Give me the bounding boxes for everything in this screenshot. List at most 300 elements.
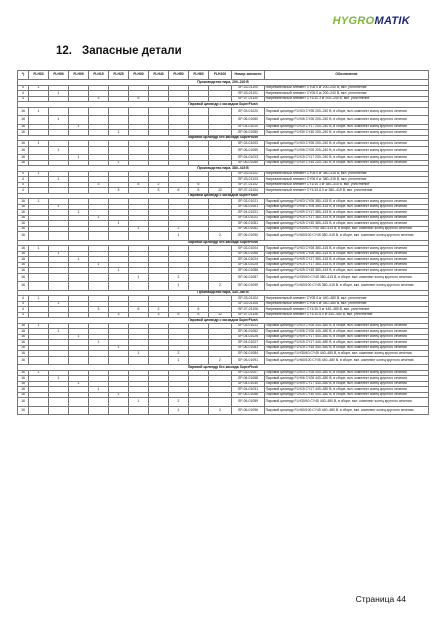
description-cell: Паровой цилиндр FLH15 CY17 200–240 В, в сборе, вкл. комплект колец круглого сечения: [265, 124, 429, 130]
table-row: [18, 107, 429, 116]
section-title: Запасные детали: [82, 45, 182, 57]
quantity-cell: [189, 398, 209, 407]
quantity-cell: 1: [129, 226, 149, 232]
description-cell: Паровой цилиндр FLH03 CY08 380–415 В, в сборе, вкл. комплект колец круглого сечения: [265, 246, 429, 252]
quantity-cell: 6: [189, 307, 209, 313]
part-number-cell: SP-06-01066: [232, 251, 265, 257]
interval-cell: 4: [18, 85, 29, 91]
interval-cell: 16: [18, 345, 29, 351]
quantity-cell: 1: [29, 141, 49, 147]
interval-cell: 16: [18, 351, 29, 357]
interval-cell: 4: [18, 182, 29, 188]
part-number-cell: SP-03-01104: [232, 296, 265, 302]
quantity-cell: [129, 116, 149, 125]
section-heading: Паровой цилиндр без каскада SuperFlush: [18, 240, 429, 246]
quantity-cell: [29, 406, 49, 415]
description-cell: Паровой цилиндр FLH03 CY08 440–480 В, в сборе, вкл. комплект колец круглого сечения: [265, 323, 429, 329]
interval-cell: 16: [18, 398, 29, 407]
quantity-cell: [89, 107, 109, 116]
interval-cell: 16: [18, 406, 29, 415]
interval-cell: 16: [18, 199, 29, 205]
quantity-cell: 1: [169, 232, 189, 241]
part-number-cell: SP-04-01021: [232, 210, 265, 216]
quantity-cell: [189, 282, 209, 291]
part-number-cell: SP-03-01103: [232, 177, 265, 183]
quantity-cell: 1: [49, 116, 69, 125]
interval-cell: 16: [18, 268, 29, 274]
interval-cell: 16: [18, 141, 29, 147]
description-cell: Паровой цилиндр FLH06 CY06 200–240 В, в сборе, вкл. комплект колец круглого сечения: [265, 146, 429, 155]
part-number-cell: SP-07-01100: [232, 96, 265, 102]
table-header-row: [18, 71, 429, 80]
interval-cell: 16: [18, 340, 29, 346]
description-cell: Паровой цилиндр FLH03 CY08 200–240 В, в сборе, вкл. комплект колец круглого сечения: [265, 107, 429, 116]
quantity-cell: [129, 146, 149, 155]
description-cell: Паровой цилиндр FLH60/100 CY45 440–480 В, в сборе, вкл. комплект колец круглого сечения: [265, 406, 429, 415]
part-number-cell: SP-03-01100: [232, 85, 265, 91]
quantity-cell: [169, 146, 189, 155]
quantity-cell: [209, 398, 232, 407]
part-number-cell: SP-06-01088: [232, 392, 265, 398]
interval-cell: 16: [18, 251, 29, 257]
quantity-cell: 2: [209, 356, 232, 365]
quantity-cell: 1: [29, 107, 49, 116]
column-header: Номер запчасти: [232, 71, 265, 80]
interval-cell: 16: [18, 376, 29, 382]
part-number-cell: SP-06-01095: [232, 282, 265, 291]
interval-cell: 16: [18, 146, 29, 155]
quantity-cell: 1: [89, 262, 109, 268]
quantity-cell: 12: [209, 312, 232, 318]
part-number-cell: SP-06-01080: [232, 130, 265, 136]
interval-cell: 4: [18, 188, 29, 194]
quantity-cell: [149, 356, 169, 365]
quantity-cell: [29, 116, 49, 125]
quantity-cell: 3: [149, 312, 169, 318]
part-number-cell: SP-06-01084: [232, 351, 265, 357]
table-row: [18, 282, 429, 291]
quantity-cell: [189, 232, 209, 241]
quantity-cell: 1: [69, 334, 89, 340]
interval-cell: 16: [18, 107, 29, 116]
part-number-cell: SP-06-01089: [232, 398, 265, 407]
quantity-cell: [129, 232, 149, 241]
quantity-cell: 1: [49, 376, 69, 382]
part-number-cell: SP-03-01004: [232, 246, 265, 252]
quantity-cell: [89, 116, 109, 125]
interval-cell: 4: [18, 96, 29, 102]
quantity-cell: [89, 398, 109, 407]
interval-cell: 4: [18, 91, 29, 97]
column-header: FLH30: [129, 71, 149, 80]
description-cell: Нагревательный элемент CY1/10 3 кг 200–240 В, вкл. уплотнение: [265, 96, 429, 102]
quantity-cell: [29, 282, 49, 291]
description-cell: Паровой цилиндр FLH25 CY45 440–480 В, в сборе, вкл. комплект колец круглого сечения: [265, 392, 429, 398]
part-number-cell: SP-06-01060: [232, 116, 265, 125]
quantity-cell: 1: [29, 323, 49, 329]
part-number-cell: SP-06-01090: [232, 232, 265, 241]
quantity-cell: 3: [89, 307, 109, 313]
description-cell: Паровой цилиндр FLH30 CY45 200–240 В, в сборе, вкл. комплект колец круглого сечения: [265, 160, 429, 166]
quantity-cell: 3: [109, 312, 129, 318]
interval-cell: 16: [18, 323, 29, 329]
quantity-cell: [149, 146, 169, 155]
part-number-cell: SP-03-01101: [232, 91, 265, 97]
interval-cell: 16: [18, 155, 29, 161]
quantity-cell: 1: [49, 204, 69, 210]
description-cell: Паровой цилиндр FLH06 CY06 200–240 В, в сборе, вкл. комплект колец круглого сечения: [265, 116, 429, 125]
quantity-cell: 2: [169, 398, 189, 407]
part-number-cell: SP-06-01085: [232, 160, 265, 166]
quantity-cell: [69, 398, 89, 407]
quantity-cell: [69, 282, 89, 291]
column-header: FLH06: [49, 71, 69, 80]
quantity-cell: 2: [169, 273, 189, 282]
table-row: [18, 356, 429, 365]
quantity-cell: [189, 116, 209, 125]
quantity-cell: [149, 107, 169, 116]
quantity-cell: 1: [69, 210, 89, 216]
quantity-cell: 1: [89, 215, 109, 221]
part-number-cell: SP-06-01091: [232, 356, 265, 365]
quantity-cell: 1: [49, 329, 69, 335]
part-number-cell: SP-03-01105: [232, 301, 265, 307]
interval-cell: 4: [18, 296, 29, 302]
quantity-cell: 1: [49, 91, 69, 97]
part-number-cell: SP-03-01007: [232, 370, 265, 376]
quantity-cell: 1: [29, 246, 49, 252]
description-cell: Паровой цилиндр FLH15 CY17 440–480 В, в сборе, вкл. комплект колец круглого сечения: [265, 387, 429, 393]
quantity-cell: [189, 406, 209, 415]
quantity-cell: 1: [49, 301, 69, 307]
part-number-cell: SP-04-01025: [232, 262, 265, 268]
interval-cell: 4: [18, 312, 29, 318]
description-cell: Нагревательный элемент CY1/10-6,0 кг 440–480 В, вкл. уплотнение: [265, 312, 429, 318]
quantity-cell: [149, 398, 169, 407]
quantity-cell: [49, 232, 69, 241]
quantity-cell: [29, 273, 49, 282]
quantity-cell: [129, 356, 149, 365]
part-number-cell: SP-06-01086: [232, 268, 265, 274]
description-cell: Паровой цилиндр FLH06 CY06 380–415 В, в сборе, вкл. комплект колец круглого сечения: [265, 251, 429, 257]
description-cell: Нагревательный элемент CY06 0 кг 200–240 В, вкл. уплотнение: [265, 91, 429, 97]
part-number-cell: SP-07-01106: [232, 307, 265, 313]
quantity-cell: 1: [169, 356, 189, 365]
description-cell: Нагревательный элемент CY06 0 кг 440–480 В, вкл. уплотнение: [265, 301, 429, 307]
quantity-cell: [69, 116, 89, 125]
interval-cell: 16: [18, 160, 29, 166]
quantity-cell: 6: [189, 188, 209, 194]
quantity-cell: 1: [129, 273, 149, 282]
table-row: [18, 398, 429, 407]
part-number-cell: SP-03-01022: [232, 323, 265, 329]
quantity-cell: 1: [109, 345, 129, 351]
table-row: [18, 116, 429, 125]
quantity-cell: 1: [69, 155, 89, 161]
spare-parts-table: [17, 70, 429, 415]
quantity-cell: 1: [109, 221, 129, 227]
quantity-cell: [49, 273, 69, 282]
quantity-cell: 1: [29, 171, 49, 177]
description-cell: Паровой цилиндр FLH30 CY45 200–240 В, в сборе, вкл. комплект колец круглого сечения: [265, 130, 429, 136]
column-header: Обозначение: [265, 71, 429, 80]
description-cell: Паровой цилиндр FLH60/100 CY45 440–480 В, в сборе, вкл. комплект колец круглого сечения: [265, 356, 429, 365]
part-number-cell: SP-06-01068: [232, 376, 265, 382]
quantity-cell: 1: [29, 85, 49, 91]
interval-cell: 16: [18, 221, 29, 227]
part-number-cell: SP-03-01021: [232, 199, 265, 205]
quantity-cell: [149, 232, 169, 241]
quantity-cell: [89, 146, 109, 155]
section-heading: Паровой цилиндр с каскадом SuperFlush: [18, 318, 429, 324]
interval-cell: 4: [18, 177, 29, 183]
quantity-cell: 1: [109, 268, 129, 274]
quantity-cell: 6: [169, 312, 189, 318]
part-number-cell: SP-07-01102: [232, 182, 265, 188]
section-heading: Паровой цилиндр без каскада SuperFlush: [18, 135, 429, 141]
description-cell: Нагревательный элемент CY1/10 3 кг 380–415 В, вкл. уплотнение: [265, 182, 429, 188]
quantity-cell: 1: [49, 146, 69, 155]
quantity-cell: 3: [149, 188, 169, 194]
part-number-cell: SP-06-01083: [232, 345, 265, 351]
quantity-cell: 2: [169, 351, 189, 357]
quantity-cell: [89, 356, 109, 365]
interval-cell: 16: [18, 392, 29, 398]
quantity-cell: 2: [209, 282, 232, 291]
quantity-cell: [109, 146, 129, 155]
quantity-cell: [149, 406, 169, 415]
part-number-cell: SP-04-01020: [232, 124, 265, 130]
quantity-cell: 6: [129, 182, 149, 188]
quantity-cell: [89, 273, 109, 282]
description-cell: Паровой цилиндр FLH06 CY06 440–480 В, в сборе, вкл. комплект колец круглого сечения: [265, 376, 429, 382]
quantity-cell: 2: [209, 232, 232, 241]
description-cell: Паровой цилиндр FLH09 CY17 440–480 В, в сборе, вкл. комплект колец круглого сечения: [265, 334, 429, 340]
quantity-cell: 3: [109, 188, 129, 194]
quantity-cell: 6: [189, 182, 209, 188]
interval-cell: 16: [18, 204, 29, 210]
interval-cell: 16: [18, 232, 29, 241]
section-heading: Паровой цилиндр с каскадом SuperFlush: [18, 102, 429, 108]
quantity-cell: [29, 398, 49, 407]
column-header: FLH40: [149, 71, 169, 80]
description-cell: Паровой цилиндр FLH25 CY45 440–480 В, в сборе, вкл. комплект колец круглого сечения: [265, 345, 429, 351]
part-number-cell: SP-06-01081: [232, 221, 265, 227]
part-number-cell: SP-04-01022: [232, 215, 265, 221]
part-number-cell: SP-07-01104: [232, 188, 265, 194]
section-heading: Паровой цилиндр без каскада SuperFlush: [18, 365, 429, 371]
description-cell: Нагревательный элемент CY06 0 кг 380–415 В, вкл. уплотнение: [265, 177, 429, 183]
description-cell: Паровой цилиндр FLH09 CY17 440–480 В, в сборе, вкл. комплект колец круглого сечения: [265, 381, 429, 387]
quantity-cell: 1: [29, 296, 49, 302]
quantity-cell: 1: [69, 124, 89, 130]
quantity-cell: [69, 273, 89, 282]
interval-cell: 16: [18, 370, 29, 376]
quantity-cell: [49, 356, 69, 365]
interval-cell: 16: [18, 273, 29, 282]
quantity-cell: [69, 107, 89, 116]
interval-cell: 4: [18, 171, 29, 177]
quantity-cell: [189, 107, 209, 116]
interval-cell: 16: [18, 210, 29, 216]
interval-cell: 16: [18, 116, 29, 125]
description-cell: Паровой цилиндр FLH60/100 CY45 380–415 В, в сборе, вкл. комплект колец круглого сечения: [265, 232, 429, 241]
part-number-cell: SP-06-01082: [232, 226, 265, 232]
interval-cell: 16: [18, 356, 29, 365]
quantity-cell: [109, 107, 129, 116]
description-cell: Паровой цилиндр FLH25 CY45 380–415 В, в сборе, вкл. комплект колец круглого сечения: [265, 221, 429, 227]
part-number-cell: SP-03-01102: [232, 171, 265, 177]
quantity-cell: 1: [129, 351, 149, 357]
interval-cell: 16: [18, 215, 29, 221]
description-cell: Нагревательный элемент CY08 0 кг 380–415 В, вкл. уплотнение: [265, 171, 429, 177]
quantity-cell: 6: [129, 96, 149, 102]
quantity-cell: 1: [89, 340, 109, 346]
quantity-cell: [209, 116, 232, 125]
interval-cell: 16: [18, 246, 29, 252]
quantity-cell: 1: [49, 177, 69, 183]
description-cell: Паровой цилиндр FLH30/40 CY45 440–480 В, в сборе, вкл. комплект колец круглого сечения: [265, 398, 429, 407]
quantity-cell: [129, 107, 149, 116]
quantity-cell: 6: [189, 312, 209, 318]
column-header: FLH25: [109, 71, 129, 80]
section-heading: Паровой цилиндр с каскадом SuperFlush: [18, 193, 429, 199]
quantity-cell: [149, 282, 169, 291]
part-number-cell: SP-06-01062: [232, 329, 265, 335]
part-number-cell: SP-06-01087: [232, 273, 265, 282]
quantity-cell: [49, 282, 69, 291]
table-row: [18, 273, 429, 282]
quantity-cell: [129, 282, 149, 291]
quantity-cell: 6: [129, 307, 149, 313]
quantity-cell: [29, 232, 49, 241]
interval-cell: 16: [18, 130, 29, 136]
quantity-cell: 3: [89, 182, 109, 188]
quantity-cell: 2: [209, 406, 232, 415]
description-cell: Паровой цилиндр FLH06 CY06 440–480 В, в сборе, вкл. комплект колец круглого сечения: [265, 329, 429, 335]
column-header: FLH100: [209, 71, 232, 80]
quantity-cell: 3: [89, 96, 109, 102]
interval-cell: 4: [18, 301, 29, 307]
interval-cell: 16: [18, 387, 29, 393]
quantity-cell: [49, 406, 69, 415]
column-header: FLH03: [29, 71, 49, 80]
interval-cell: 16: [18, 334, 29, 340]
column-header: *): [18, 71, 29, 80]
part-number-cell: SP-04-01026: [232, 334, 265, 340]
column-header: FLH60: [189, 71, 209, 80]
part-number-cell: SP-07-01108: [232, 312, 265, 318]
section-heading: Производство пара, 200–240 В: [18, 80, 429, 86]
description-cell: Паровой цилиндр FLH60/100 CY45 380–415 В, в сборе, вкл. комплект колец круглого сечения: [265, 282, 429, 291]
description-cell: Паровой цилиндр FLH15 CY17 380–415 В, в сборе, вкл. комплект колец круглого сечения: [265, 262, 429, 268]
interval-cell: 16: [18, 124, 29, 130]
section-number: 12.: [56, 45, 72, 57]
quantity-cell: [209, 273, 232, 282]
section-heading: Производство пара, 440–480 В: [18, 290, 429, 296]
part-number-cell: SP-04-01027: [232, 340, 265, 346]
interval-cell: 16: [18, 226, 29, 232]
description-cell: Паровой цилиндр FLH03 CY08 440–480 В, в сборе, вкл. комплект колец круглого сечения: [265, 370, 429, 376]
quantity-cell: 1: [49, 251, 69, 257]
quantity-cell: [69, 356, 89, 365]
quantity-cell: [69, 146, 89, 155]
description-cell: Паровой цилиндр FLH03 CY08 200–240 В, в сборе, вкл. комплект колец круглого сечения: [265, 141, 429, 147]
quantity-cell: [109, 282, 129, 291]
part-number-cell: SP-04-01023: [232, 155, 265, 161]
interval-cell: 16: [18, 282, 29, 291]
description-cell: Паровой цилиндр FLH09 CY17 380–415 В, в сборе, вкл. комплект колец круглого сечения: [265, 257, 429, 263]
interval-cell: 16: [18, 262, 29, 268]
description-cell: Паровой цилиндр FLH30/40 CY45 380–415 В, в сборе, вкл. комплект колец круглого сечения: [265, 273, 429, 282]
quantity-cell: [89, 406, 109, 415]
description-cell: Нагревательный элемент CY08 0 кг 200–240 В, вкл. уплотнение: [265, 85, 429, 91]
quantity-cell: 1: [109, 130, 129, 136]
company-logo: HYGROMATIK: [332, 15, 410, 27]
table-body: [18, 80, 429, 415]
part-number-cell: SP-06-01061: [232, 204, 265, 210]
description-cell: Паровой цилиндр FLH06 CY06 380–415 В, в сборе, вкл. комплект колец круглого сечения: [265, 204, 429, 210]
quantity-cell: [189, 356, 209, 365]
quantity-cell: [149, 273, 169, 282]
table-row: [18, 232, 429, 241]
page-title: [56, 45, 182, 57]
description-cell: Паровой цилиндр FLH30/40 CY45 440–480 В, в сборе, вкл. комплект колец круглого сечения: [265, 351, 429, 357]
quantity-cell: [169, 107, 189, 116]
column-header: FLH15: [89, 71, 109, 80]
quantity-cell: [89, 232, 109, 241]
column-header: FLH09: [69, 71, 89, 80]
quantity-cell: 1: [169, 282, 189, 291]
quantity-cell: 1: [69, 381, 89, 387]
quantity-cell: 1: [69, 257, 89, 263]
quantity-cell: 1: [109, 392, 129, 398]
description-cell: Паровой цилиндр FLH15 CY17 440–480 В, в сборе, вкл. комплект колец круглого сечения: [265, 340, 429, 346]
quantity-cell: [109, 356, 129, 365]
quantity-cell: 1: [129, 398, 149, 407]
quantity-cell: 1: [29, 370, 49, 376]
part-number-cell: SP-04-01030: [232, 381, 265, 387]
quantity-cell: [89, 282, 109, 291]
column-header: FLH50: [169, 71, 189, 80]
description-cell: Паровой цилиндр FLH15 CY17 380–415 В, в сборе, вкл. комплект колец круглого сечения: [265, 215, 429, 221]
interval-cell: 4: [18, 307, 29, 313]
quantity-cell: 1: [169, 406, 189, 415]
table-row: [18, 146, 429, 155]
description-cell: Нагревательный элемент CY1/10-6,0 кг 380–415 В, вкл. уплотнение: [265, 188, 429, 194]
quantity-cell: [29, 146, 49, 155]
quantity-cell: 2: [169, 226, 189, 232]
quantity-cell: [109, 406, 129, 415]
part-number-cell: SP-03-01020: [232, 107, 265, 116]
part-number-cell: SP-04-01031: [232, 387, 265, 393]
interval-cell: 16: [18, 381, 29, 387]
quantity-cell: 2: [149, 307, 169, 313]
interval-cell: 16: [18, 257, 29, 263]
quantity-cell: [109, 398, 129, 407]
description-cell: Паровой цилиндр FLH30/40 CY45 380–415 В, в сборе, вкл. комплект колец круглого сечения: [265, 226, 429, 232]
description-cell: Паровой цилиндр FLH03 CY08 380–415 В, в сборе, вкл. комплект колец круглого сечения: [265, 199, 429, 205]
quantity-cell: [109, 116, 129, 125]
section-heading: Производство пара, 380–415 В: [18, 166, 429, 172]
table-row: [18, 406, 429, 415]
quantity-cell: [189, 273, 209, 282]
part-number-cell: SP-06-01065: [232, 146, 265, 155]
quantity-cell: 1: [109, 160, 129, 166]
quantity-cell: [209, 146, 232, 155]
part-number-cell: SP-06-01096: [232, 406, 265, 415]
quantity-cell: [169, 116, 189, 125]
